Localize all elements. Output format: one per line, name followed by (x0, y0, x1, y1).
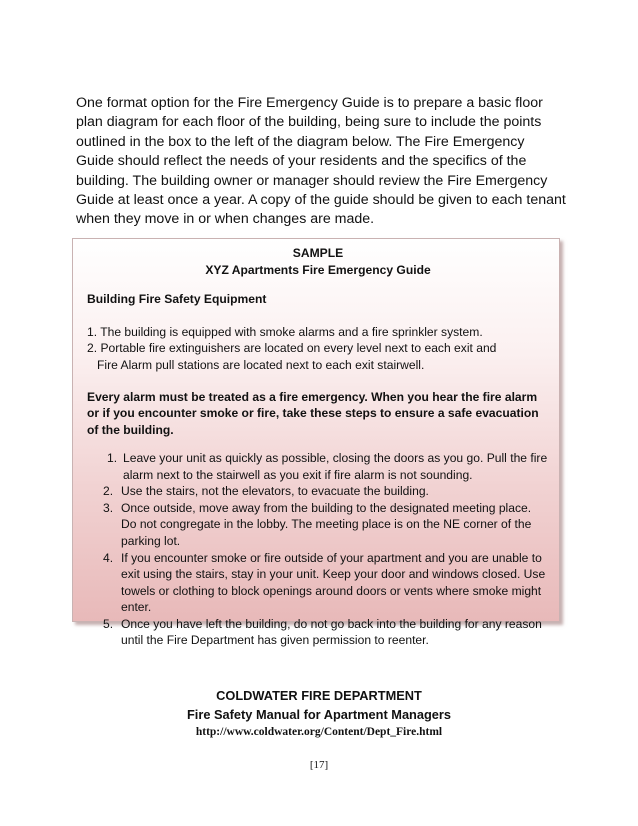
equipment-item: Fire Alarm pull stations are located next to each exit stairwell. (97, 357, 425, 372)
intro-paragraph: One format option for the Fire Emergency Guide is to prepare a basic floor plan diagram for each floor of the building, being sure to include the points outlined in the box to the left of the diagram below. The Fire Emergency Guide should reflect the needs of your residents and the specifics of the building. The building owner or manager should review the Fire Emergency Guide at least once a year. A copy of the guide should be given to each tenant when they move in or when changes are made. (76, 95, 566, 228)
step-number: 1. (107, 450, 118, 465)
evacuation-step (87, 500, 549, 550)
evacuation-step (87, 550, 549, 616)
sample-label: SAMPLE (292, 246, 344, 260)
guide-title: XYZ Apartments Fire Emergency Guide (205, 262, 431, 277)
evacuation-steps-list (87, 450, 549, 649)
step-number: 5. (103, 616, 114, 631)
equipment-item: 1. The building is equipped with smoke alarms and a fire sprinkler system. (87, 324, 483, 339)
page-number: [17] (309, 759, 329, 771)
step-text: Once you have left the building, do not go back into the building for any reason until the Fire Department has given permission to reenter. (121, 616, 542, 648)
step-number: 4. (103, 550, 114, 565)
step-text: Once outside, move away from the building to the designated meeting place. Do not congregate in the lobby. The meeting place is on the NE corner of the parking lot. (121, 500, 532, 548)
equipment-list (87, 324, 549, 374)
sample-fire-emergency-guide-box (72, 238, 560, 648)
source-url: http://www.coldwater.org/Content/Dept_Fire.html (195, 726, 443, 738)
step-text: If you encounter smoke or fire outside of your apartment and you are unable to exit using the stairs, stay in your unit. Keep your door and windows closed. Use towels or clothing to block openings around doors or vents where smoke might enter. (121, 550, 546, 615)
equipment-heading: Building Fire Safety Equipment (87, 292, 267, 307)
department-name: COLDWATER FIRE DEPARTMENT (216, 688, 422, 703)
step-number: 2. (103, 484, 114, 499)
alarm-statement: Every alarm must be treated as a fire emergency. When you hear the fire alarm or if you encounter smoke or fire, take these steps to ensure a safe evacuation of the building. (87, 389, 539, 438)
step-text: Use the stairs, not the elevators, to evacuate the building. (121, 484, 429, 499)
step-number: 3. (103, 500, 114, 515)
manual-title: Fire Safety Manual for Apartment Managers (186, 707, 452, 722)
step-text: Leave your unit as quickly as possible, closing the doors as you go. Pull the fire alarm next to the stairwell as you exit if fire alarm is not sounding. (123, 450, 548, 482)
equipment-item: 2. Portable fire extinguishers are located on every level next to each exit and (87, 341, 497, 356)
evacuation-step (87, 483, 549, 500)
evacuation-step (87, 450, 549, 483)
evacuation-step (87, 616, 549, 649)
